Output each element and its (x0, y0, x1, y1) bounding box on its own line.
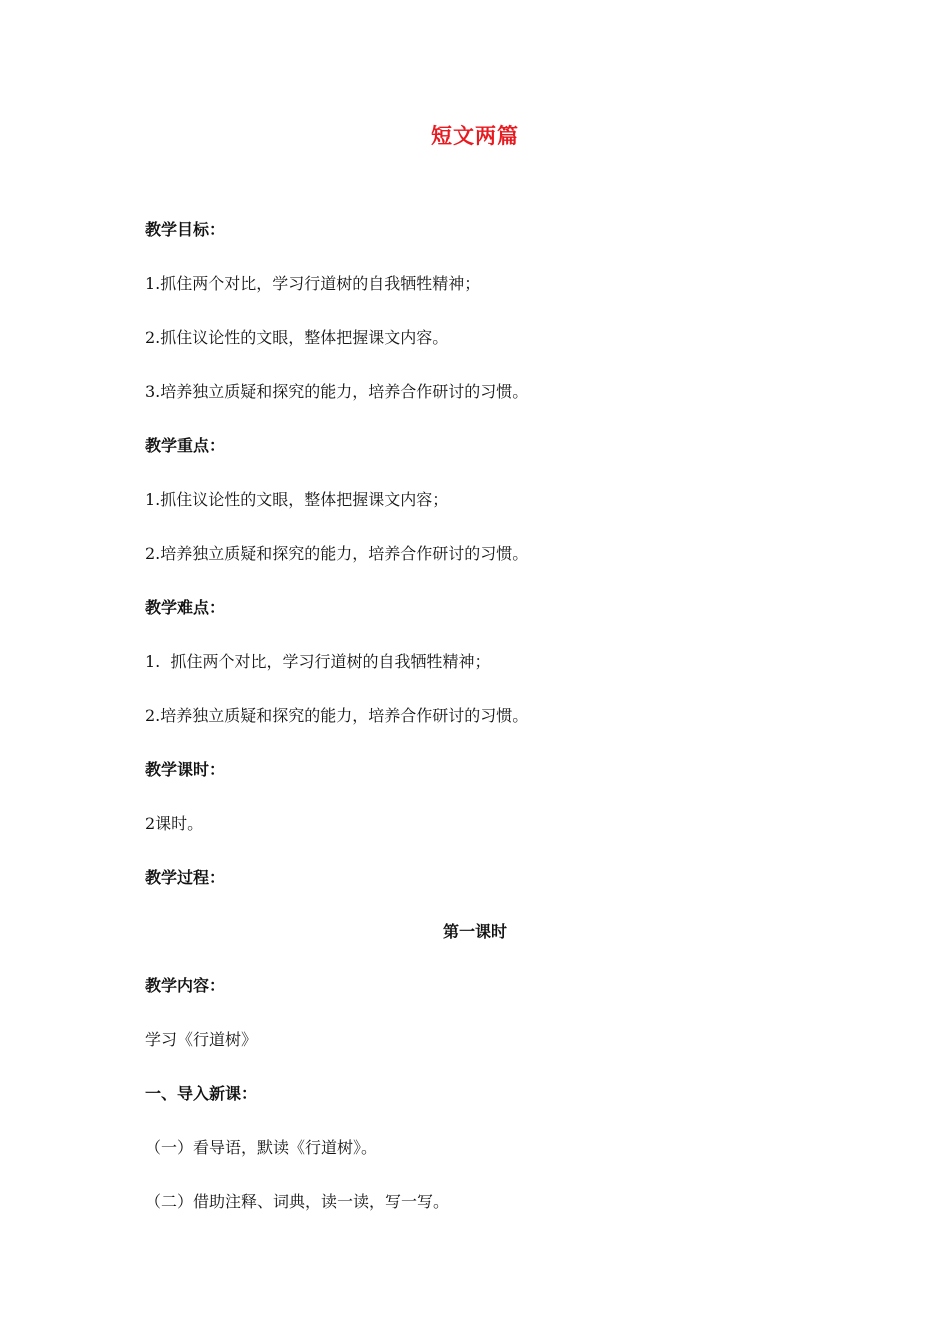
lesson-title: 第一课时 (442, 922, 507, 941)
objective-item-2: 2.抓住议论性的文眼，整体把握课文内容。 (145, 328, 449, 347)
difficulty-item-1: 1. 抓住两个对比，学习行道树的自我牺牲精神； (145, 652, 491, 671)
step-item-2: （二）借助注释、词典，读一读，写一写。 (145, 1192, 450, 1211)
content-text: 学习《行道树》 (145, 1030, 258, 1049)
hours-value: 2课时。 (145, 814, 204, 833)
key-point-item-2: 2.培养独立质疑和探究的能力，培养合作研讨的习惯。 (145, 544, 529, 563)
content-heading: 教学内容： (145, 976, 226, 995)
key-points-heading: 教学重点： (145, 436, 226, 455)
key-point-item-1: 1.抓住议论性的文眼，整体把握课文内容； (145, 490, 449, 509)
step-item-1: （一）看导语，默读《行道树》。 (145, 1138, 378, 1157)
objective-item-3: 3.培养独立质疑和探究的能力，培养合作研讨的习惯。 (145, 382, 529, 401)
objective-item-1: 1.抓住两个对比，学习行道树的自我牺牲精神； (145, 274, 481, 293)
document-title: 短文两篇 (431, 123, 519, 148)
difficulty-item-2: 2.培养独立质疑和探究的能力，培养合作研讨的习惯。 (145, 706, 529, 725)
objectives-heading: 教学目标： (145, 220, 226, 239)
difficulties-heading: 教学难点： (145, 598, 226, 617)
hours-heading: 教学课时： (145, 760, 226, 779)
process-heading: 教学过程： (145, 868, 226, 887)
section-heading: 一、导入新课： (145, 1084, 258, 1103)
